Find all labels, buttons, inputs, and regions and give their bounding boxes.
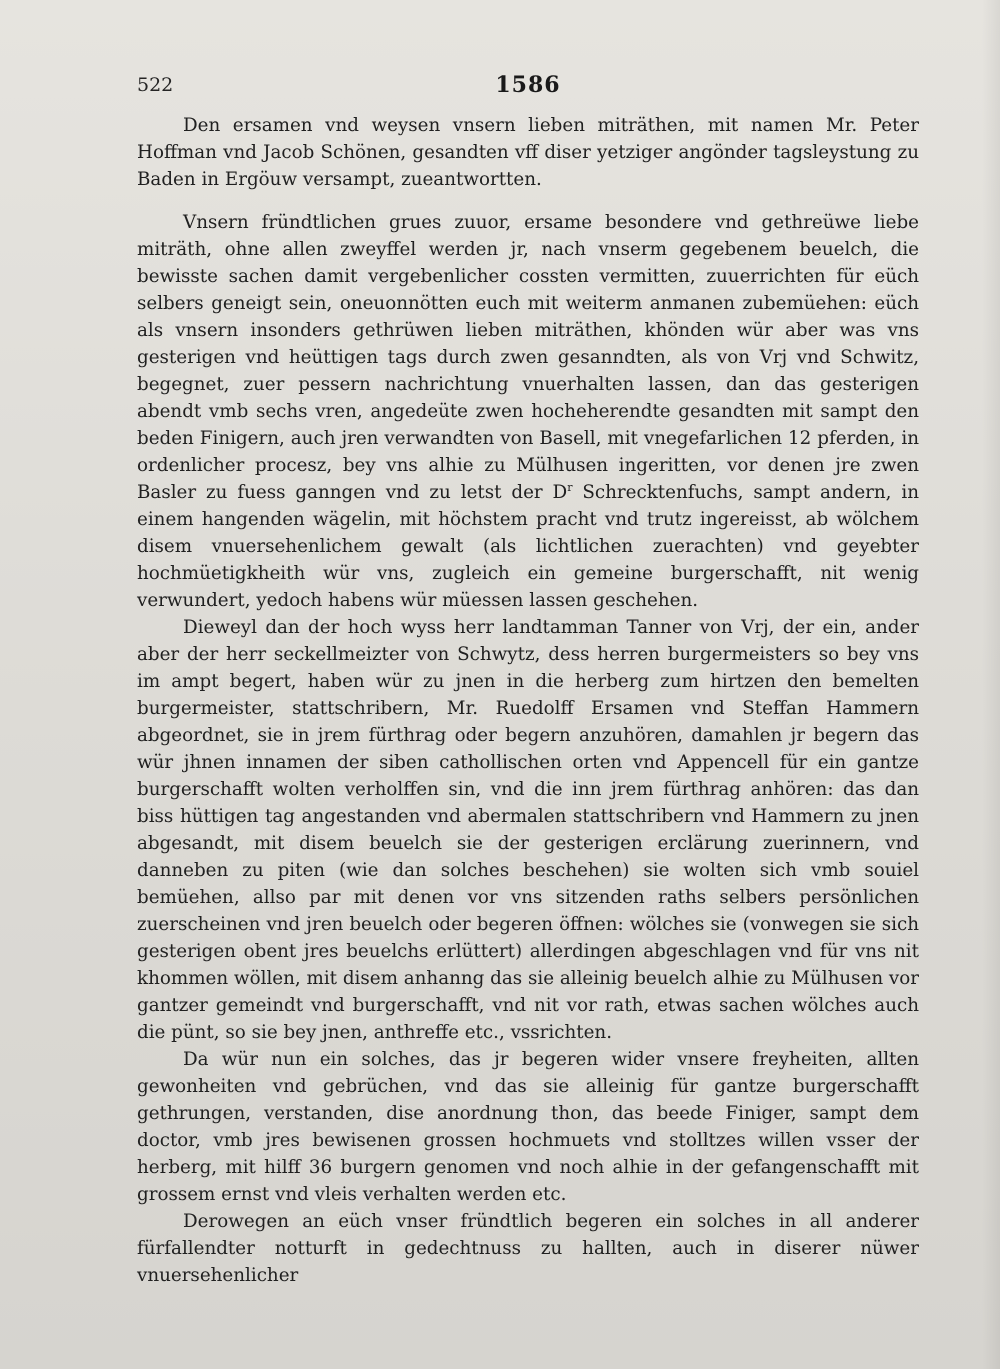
paragraph-1-text-b: Schrecktenfuchs, sampt andern, in einem hangenden wägelin, mit höchstem pracht vnd trutz ingereisst, ab wölchem disem vnuersehenlichem gewalt (als lichtlichen zuerachten) vnd geyebter hochmüetigkheith wür vns, zugleich ein gemeine burgerschafft, nit wenig verwundert, yedoch habens wür müessen lassen geschehen. — [137, 482, 919, 611]
document-body — [137, 112, 919, 1289]
dr-superscript: r — [567, 480, 573, 494]
page-number: 522 — [137, 74, 174, 96]
address-paragraph: Den ersamen vnd weysen vnsern lieben miträthen, mit namen Mr. Peter Hoffman vnd Jacob Schönen, gesandten vff diser yetziger angönder tagsleystung zu Baden in Ergöuw versampt, zueantwortten. — [137, 115, 919, 190]
page-edge-shadow — [982, 0, 1000, 1369]
paragraph-1 — [137, 209, 919, 614]
paragraph-3: Da wür nun ein solches, das jr begeren wider vnsere freyheiten, allten gewonheiten vnd gebrüchen, vnd das sie alleinig für gantze burgerschafft gethrungen, verstanden, dise anordnung thon, das beede Finiger, sampt dem doctor, vmb jres bewisenen grossen hochmuets vnd stolltzes willen vsser der herberg, mit hilff 36 burgern genomen vnd noch alhie in der gefangenschafft mit grossem ernst vnd vleis verhalten werden etc. — [137, 1049, 919, 1205]
year-heading: 1586 — [495, 72, 561, 98]
page-header — [137, 74, 919, 102]
paragraph-4: Derowegen an eüch vnser fründtlich begeren ein solches in all anderer fürfallendter notturft in gedechtnuss zu hallten, auch in diserer nüwer vnuersehenlicher — [137, 1211, 919, 1286]
paragraph-1-text-a: Vnsern fründtlichen grues zuuor, ersame besondere vnd gethreüwe liebe miträth, ohne allen zweyffel werden jr, nach vnserm gegebenem beuelch, die bewisste sachen damit vergebenlicher cossten vermitten, zuuerrichten für eüch selbers geneigt sein, oneuonnötten euch mit weiterm anmanen zubemüehen: eüch als vnsern insonders gethrüwen lieben miträthen, khönden wür aber was vns gesterigen vnd heüttigen tags durch zwen gesanndten, als von Vrj vnd Schwitz, begegnet, zuer pessern nachrichtung vnuerhalten lassen, dan das gesterigen abendt vmb sechs vren, angedeüte zwen hocheherendte gesandten mit sampt den beden Finigern, auch jren verwandten von Basell, mit vnegefarlichen 12 pferden, in ordenlicher procesz, bey vns alhie zu Mülhusen ingeritten, vor denen jre zwen Basler zu fuess ganngen vnd zu letst der D — [137, 212, 919, 503]
paragraph-2: Dieweyl dan der hoch wyss herr landtamman Tanner von Vrj, der ein, ander aber der herr seckellmeizter von Schwytz, dess herren burgermeisters so bey vns im ampt begert, haben wür zu jnen in die herberg zum hirtzen den bemelten burgermeister, stattschribern, Mr. Ruedolff Ersamen vnd Steffan Hammern abgeordnet, sie in jrem fürthrag oder begern anzuhören, damahlen jr begern das wür jhnen innamen der siben cathollischen orten vnd Appencell für ein gantze burgerschafft wolten verholffen sin, vnd die inn jrem fürthrag anhören: das dan biss hüttigen tag angestanden vnd abermalen stattschribern vnd Hammern zu jnen abgesandt, mit disem beuelch sie der gesterigen erclärung zuerinnern, vnd danneben zu piten (wie dan solches beschehen) sie wolten sich vmb souiel bemüehen, allso par mit denen vor vns sitzenden raths selbers persönlichen zuerscheinen vnd jren beuelch oder begeren öffnen: wölches sie (vonwegen sie sich gesterigen obent jres beuelchs erlüttert) allerdingen abgeschlagen vnd für vns nit khommen wöllen, mit disem anhanng das sie alleinig beuelch alhie zu Mülhusen vor gantzer gemeindt vnd burgerschafft, vnd nit vor rath, etwas sachen wölches auch die pünt, so sie bey jnen, anthreffe etc., vssrichten. — [137, 617, 919, 1043]
